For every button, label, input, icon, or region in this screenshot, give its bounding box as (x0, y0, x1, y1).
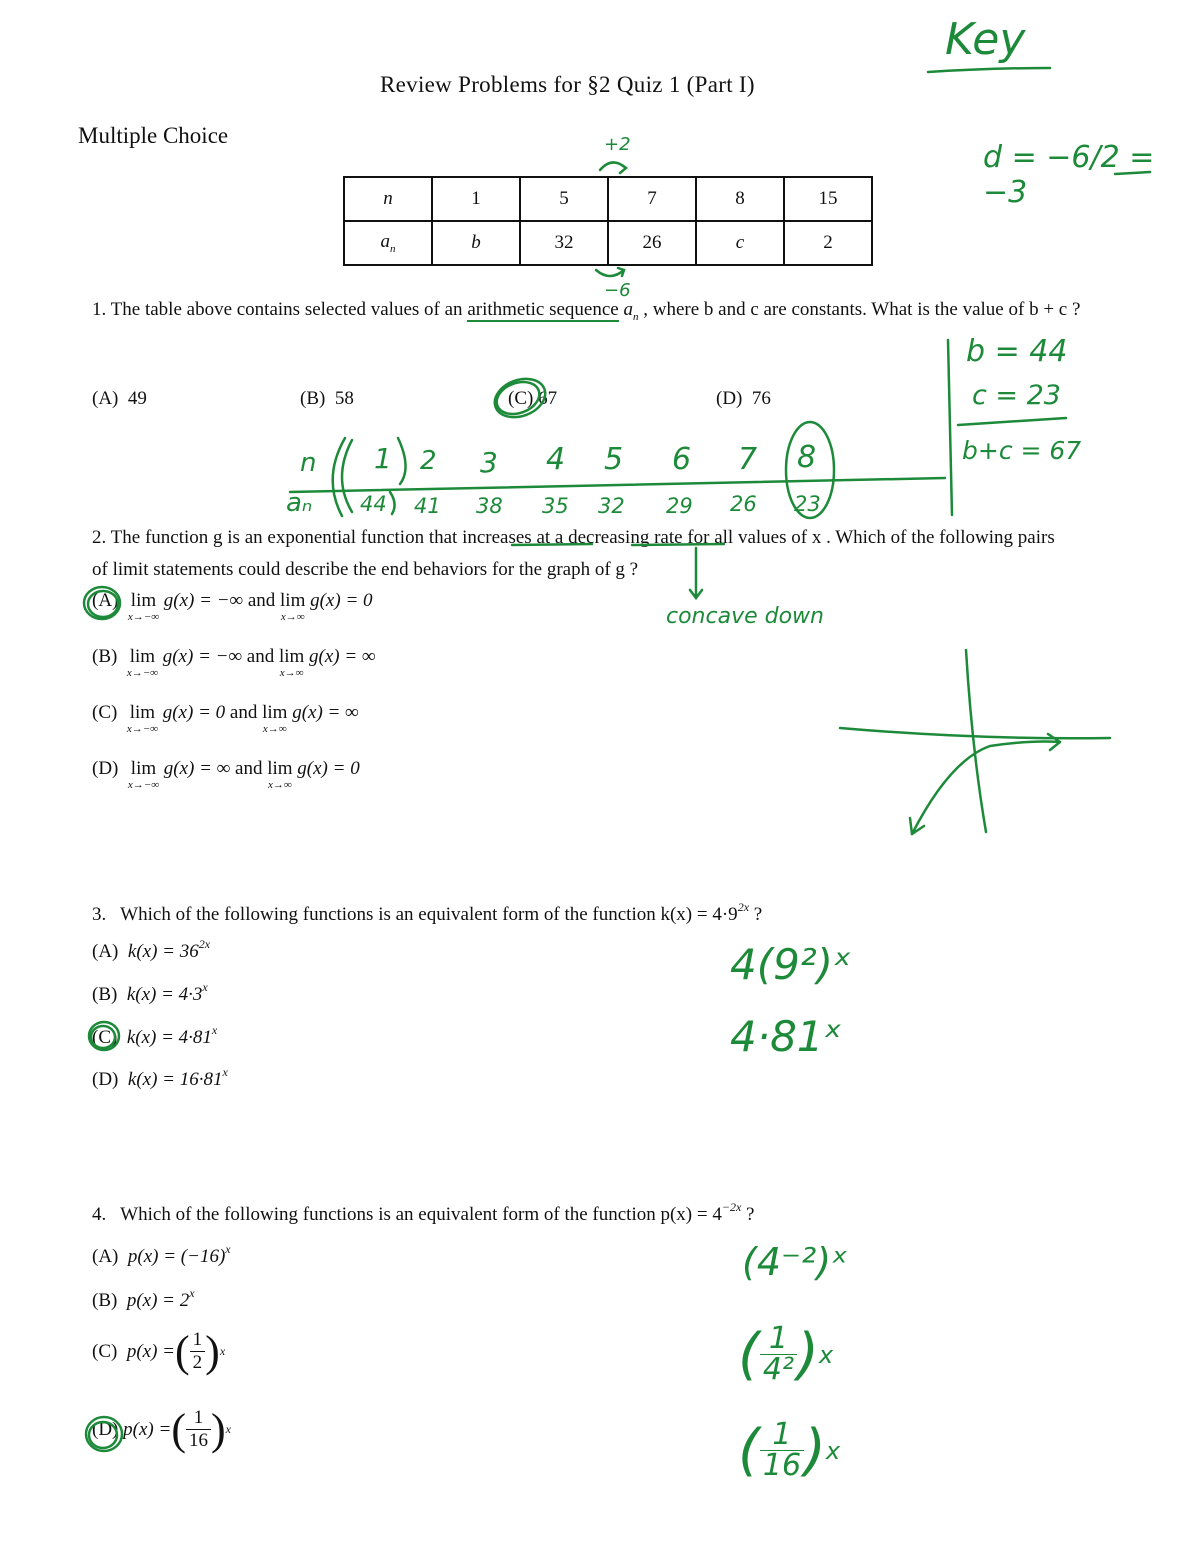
table-row (344, 221, 872, 265)
right-paren-glyph: ) (210, 1405, 226, 1454)
lim-sub: x→∞ (268, 779, 292, 791)
option-expr: k(x) = 36 (127, 941, 199, 962)
key-annotation: Key (945, 14, 1026, 65)
work-sum: b+c = 67 (962, 436, 1082, 465)
question-end: ? (749, 904, 763, 925)
question-number: 2. (92, 527, 107, 548)
lim-word: lim (280, 590, 306, 611)
work-a-item: 38 (476, 494, 503, 518)
limit-left (127, 702, 158, 734)
option-b[interactable] (300, 388, 354, 410)
lim-sub: x→∞ (262, 723, 287, 735)
and-text: and (230, 758, 268, 779)
graph-sketch (840, 650, 1110, 834)
work-b: b = 44 (966, 334, 1068, 369)
fraction (760, 1321, 797, 1387)
option-letter: (C) (92, 702, 118, 723)
work-n-label: n (300, 448, 317, 478)
lim-word: lim (129, 702, 156, 723)
lim-word: lim (129, 646, 156, 667)
limit-left (128, 590, 159, 622)
fraction (186, 1407, 211, 1452)
q4-work-2 (738, 1322, 833, 1387)
option-exp: x (219, 1344, 226, 1358)
fraction-denominator: 4² (762, 1352, 794, 1387)
work-c: c = 23 (972, 380, 1061, 411)
lim-sub: x→−∞ (127, 611, 160, 623)
lim-sub: x→−∞ (126, 667, 158, 679)
option-expr: p(x) = (−16) (127, 1246, 226, 1267)
option-letter: (A) (92, 590, 119, 611)
table-cell (344, 221, 432, 265)
question-text: Which of the following functions is an equivalent form of the function p(x) = 4 (120, 1204, 722, 1225)
fraction-denominator: 16 (762, 1448, 802, 1483)
circle-stroke (333, 438, 345, 516)
option-letter: (B) (300, 388, 326, 409)
option-d[interactable] (92, 1404, 231, 1455)
limit-right-value: g(x) = ∞ (292, 702, 359, 723)
option-expr: k(x) = 4·81 (126, 1027, 212, 1048)
question-text-part: a (618, 299, 633, 320)
graph-x-axis (840, 728, 1110, 738)
work-a-label: aₙ (286, 488, 313, 518)
table-cell: 26 (608, 221, 696, 265)
work-n-item: 1 (374, 442, 392, 475)
work-a-item: 41 (414, 494, 441, 518)
option-letter: (A) (92, 941, 119, 962)
left-paren-glyph: ( (175, 1327, 190, 1376)
question-number: 4. (92, 1204, 107, 1225)
limit-right-value: g(x) = 0 (310, 590, 373, 611)
and-text: and (243, 590, 281, 611)
option-value: 49 (127, 388, 147, 409)
option-exp: x (189, 1286, 195, 1300)
table-cell: 7 (608, 177, 696, 221)
work-exp: x (818, 1340, 834, 1369)
option-value: 58 (334, 388, 354, 409)
option-letter: (D) (716, 388, 743, 409)
option-exp: x (222, 1065, 228, 1079)
fraction-numerator: 1 (760, 1420, 804, 1451)
minus-six-arrow (596, 268, 624, 276)
option-letter: (D) (92, 1069, 119, 1090)
a-label-sub: n (390, 242, 396, 255)
q4-work-1: (4⁻²)ˣ (742, 1240, 848, 1284)
underlined-term: arithmetic sequence (467, 299, 619, 320)
option-value: 76 (751, 388, 771, 409)
option-letter: (A) (92, 1246, 119, 1267)
graph-arrow-left (910, 818, 924, 834)
option-letter: (C) (92, 1027, 118, 1048)
option-letter: (D) (92, 1418, 119, 1440)
limit-right-value: g(x) = 0 (297, 758, 360, 779)
option-letter: (C) (508, 388, 534, 409)
work-n-item: 8 (797, 440, 817, 475)
left-paren-glyph: ( (738, 1322, 760, 1387)
graph-y-axis (966, 650, 986, 832)
work-a-item: 26 (730, 492, 757, 516)
lim-word: lim (262, 702, 288, 723)
fraction-numerator: 1 (186, 1407, 211, 1430)
work-n-item: 6 (672, 442, 692, 477)
option-expr: p(x) = (123, 1418, 172, 1440)
work-n-item: 7 (738, 442, 758, 477)
lim-word: lim (278, 646, 305, 667)
option-expr: k(x) = 4·3 (126, 984, 203, 1005)
table-cell: b (432, 221, 520, 265)
option-d[interactable] (92, 758, 360, 790)
question-1 (92, 298, 1092, 329)
fraction-numerator: 1 (760, 1324, 797, 1355)
option-expr: k(x) = 16·81 (127, 1069, 223, 1090)
table-cell: 2 (784, 221, 872, 265)
question-text-part: , where b and c are constants. What is the value of b + c ? (638, 299, 1081, 320)
work-n-item: 2 (420, 446, 437, 476)
option-letter: (C) (92, 1340, 118, 1362)
option-a[interactable] (92, 590, 373, 622)
circle-stroke (398, 438, 406, 484)
right-paren-glyph: ) (796, 1322, 819, 1387)
limit-right (279, 646, 304, 678)
option-c[interactable] (92, 1326, 225, 1377)
lim-sub: x→∞ (279, 667, 304, 679)
lim-word: lim (130, 590, 157, 611)
limit-right-value: g(x) = ∞ (309, 646, 376, 667)
option-letter: (A) (92, 388, 119, 409)
graph-curve (912, 742, 1060, 835)
work-a-item: 32 (598, 494, 625, 518)
table-cell: n (344, 177, 432, 221)
option-c[interactable] (92, 702, 359, 734)
option-expr: p(x) = (126, 1340, 175, 1362)
table-cell: 5 (520, 177, 608, 221)
option-a[interactable] (92, 1242, 231, 1268)
limit-right (280, 590, 305, 622)
table-cell: 8 (696, 177, 784, 221)
table-cell: 32 (520, 221, 608, 265)
circle-stroke (390, 492, 395, 514)
left-paren-glyph: ( (171, 1405, 186, 1454)
limit-left (127, 646, 158, 678)
option-b[interactable] (92, 980, 208, 1006)
question-number: 3. (92, 904, 107, 925)
and-text: and (242, 646, 279, 667)
limit-right (262, 702, 287, 734)
q3-work-1: 4(9²)ˣ (730, 940, 852, 989)
question-exponent: 2x (737, 900, 750, 914)
circle-stroke (342, 440, 352, 512)
option-exp: x (211, 1023, 218, 1037)
option-expr: p(x) = 2 (126, 1290, 190, 1311)
key-underline-stroke (928, 68, 1050, 72)
lim-sub: x→∞ (280, 611, 305, 623)
left-paren-glyph: ( (738, 1418, 760, 1483)
work-bracket-stroke (948, 340, 952, 515)
work-a-item: 44 (360, 492, 387, 516)
fraction-numerator: 1 (190, 1329, 206, 1352)
limit-left-value: g(x) = −∞ (163, 590, 244, 611)
table-row (344, 177, 872, 221)
question-exponent: −2x (721, 1200, 742, 1214)
table-cell: 1 (432, 177, 520, 221)
q3-work-2: 4·81ˣ (730, 1012, 843, 1061)
question-3 (92, 895, 1092, 927)
limit-left (128, 758, 159, 790)
sequence-separator (290, 478, 945, 492)
work-a-item: 29 (666, 494, 693, 518)
fraction (190, 1329, 206, 1374)
question-text: The function g is an exponential function that increases at a decreasing rate for all values of x . Which of the following pairs of limit statements could describe the end behaviors for the graph of g ? (92, 527, 1055, 580)
option-b[interactable] (92, 646, 376, 678)
lim-word: lim (130, 758, 157, 779)
option-letter: (B) (92, 984, 118, 1005)
work-n-item: 4 (546, 442, 566, 477)
limit-left-value: g(x) = ∞ (163, 758, 231, 779)
common-difference-annotation: d = −6/2 = −3 (983, 140, 1155, 210)
lim-word: lim (267, 758, 293, 779)
option-letter: (B) (92, 646, 118, 667)
table-cell: 15 (784, 177, 872, 221)
option-c[interactable] (92, 1023, 217, 1049)
right-paren-glyph: ) (804, 1418, 826, 1483)
option-exp: x (225, 1422, 231, 1436)
q4-work-3 (738, 1418, 840, 1483)
option-a[interactable] (92, 937, 210, 963)
question-4 (92, 1195, 1092, 1227)
minus-six-annotation: −6 (604, 280, 631, 301)
fraction-denominator: 2 (192, 1352, 203, 1373)
a-label: a (380, 231, 390, 253)
question-text-part: The table above contains selected values of an (110, 299, 468, 320)
question-text: Which of the following functions is an equivalent form of the function k(x) = 4·9 (120, 904, 738, 925)
work-n-item: 3 (480, 446, 498, 479)
option-exp: x (202, 980, 208, 994)
limit-right (267, 758, 292, 790)
option-letter: (B) (92, 1290, 118, 1311)
option-b[interactable] (92, 1286, 195, 1312)
option-exp: 2x (198, 937, 211, 951)
option-d[interactable] (716, 388, 771, 410)
question-end: ? (741, 1204, 755, 1225)
plus-two-arrow (600, 162, 626, 173)
table-cell: c (696, 221, 784, 265)
lim-sub: x→−∞ (126, 723, 158, 735)
option-value: 67 (538, 388, 558, 409)
sequence-table (343, 176, 873, 266)
and-text: and (225, 702, 263, 723)
question-number: 1. (92, 299, 107, 320)
page-title: Review Problems for §2 Quiz 1 (Part I) (380, 72, 755, 97)
fraction-denominator: 16 (188, 1430, 208, 1451)
work-n-item: 5 (604, 442, 624, 477)
question-2 (92, 522, 1067, 586)
concave-down-note: concave down (666, 604, 824, 629)
plus-two-annotation: +2 (604, 134, 631, 155)
right-paren-glyph: ) (205, 1327, 220, 1376)
option-d[interactable] (92, 1065, 228, 1091)
section-heading: Multiple Choice (78, 123, 229, 148)
question-text-sub: n (632, 310, 639, 323)
lim-sub: x→−∞ (127, 779, 160, 791)
limit-left-value: g(x) = −∞ (162, 646, 243, 667)
graph-arrow-right (1048, 734, 1060, 750)
work-sum-line (958, 418, 1066, 425)
option-exp: x (225, 1242, 231, 1256)
work-a-item: 23 (794, 492, 821, 516)
option-c[interactable] (508, 388, 557, 410)
option-a[interactable] (92, 388, 147, 410)
fraction (760, 1417, 804, 1483)
option-letter: (D) (92, 758, 119, 779)
limit-left-value: g(x) = 0 (162, 702, 226, 723)
work-a-item: 35 (542, 494, 569, 518)
work-exp: x (825, 1436, 841, 1465)
